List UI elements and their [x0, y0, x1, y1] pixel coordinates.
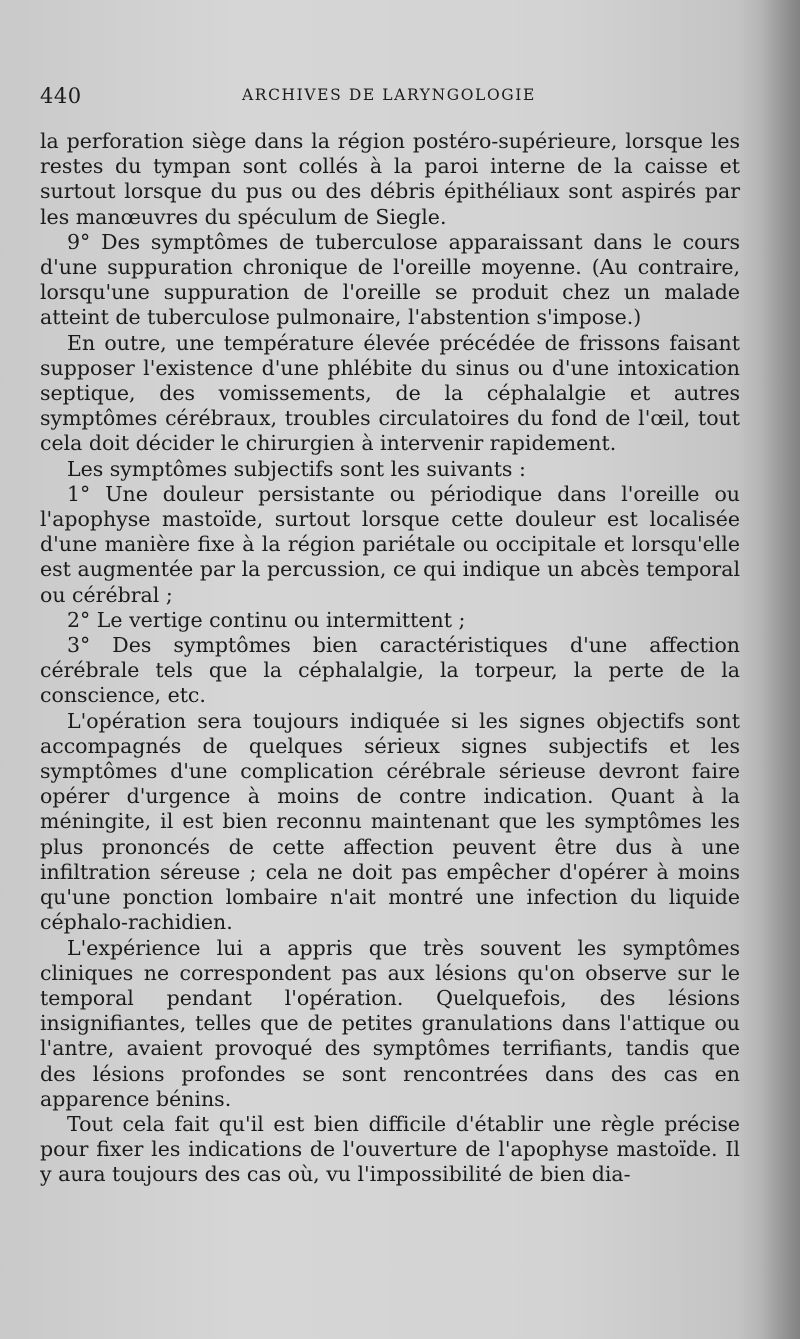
paragraph-experience: L'expérience lui a appris que très souvent les symptômes cliniques ne correspondent pas aux lésions qu'on observe sur le temporal pendant l'opération. Quelquefois, des lésions insignifiantes, telles que de petites granulations dans l'attique ou l'antre, avaient provoqué des symptômes terrifiants, tandis que des lésions profondes se sont rencontrées dans des cas en apparence bénins.	[40, 935, 740, 1111]
paragraph-continued: la perforation siège dans la région postéro-supérieure, lorsque les restes du tympan sont collés à la paroi interne de la caisse et surtout lorsque du pus ou des débris épithéliaux sont aspirés par les manœuvres du spéculum de Siegle.	[40, 129, 740, 229]
paragraph-conclusion: Tout cela fait qu'il est bien difficile d'établir une règle précise pour fixer les indications de l'ouverture de l'apophyse mastoïde. Il y aura toujours des cas où, vu l'impossibilité de bien dia-	[40, 1111, 740, 1187]
paragraph-item-1: 1° Une douleur persistante ou périodique dans l'oreille ou l'apophyse mastoïde, surtout lorsque cette douleur est localisée d'une manière fixe à la région pariétale ou occipitale et lorsqu'elle est augmentée par la percussion, ce qui indique un abcès temporal ou cérébral ;	[40, 481, 740, 607]
paragraph-item-3: 3° Des symptômes bien caractéristiques d'une affection cérébrale tels que la céphalalgie, la torpeur, la perte de la conscience, etc.	[40, 633, 740, 708]
page-header	[40, 84, 740, 114]
paragraph-item-9: 9° Des symptômes de tuberculose apparaissant dans le cours d'une suppuration chronique de l'oreille moyenne. (Au contraire, lorsqu'une suppuration de l'oreille se produit chez un malade atteint de tuberculose pulmonaire, l'abstention s'impose.)	[40, 229, 740, 330]
page-number: 440	[40, 84, 82, 108]
running-head: ARCHIVES DE LARYNGOLOGIE	[242, 86, 536, 104]
paragraph-operation: L'opération sera toujours indiquée si les signes objectifs sont accompagnés de quelques sérieux signes subjectifs et les symptômes d'une complication cérébrale sérieuse devront faire opérer d'urgence à moins de contre indication. Quant à la méningite, il est bien reconnu maintenant que les symptômes les plus prononcés de cette affection peuvent être dus à une infiltration séreuse ; cela ne doit pas empêcher d'opérer à moins qu'une ponction lombaire n'ait montré une infection du liquide céphalo-rachidien.	[40, 708, 740, 935]
body-text	[40, 129, 740, 1188]
paragraph-subjective-intro: Les symptômes subjectifs sont les suivants :	[67, 456, 526, 481]
paragraph-item-2: 2° Le vertige continu ou intermittent ;	[67, 607, 466, 632]
paragraph-fever: En outre, une température élevée précédée de frissons faisant supposer l'existence d'une phlébite du sinus ou d'une intoxication septique, des vomissements, de la céphalalgie et autres symptômes cérébraux, troubles circulatoires du fond de l'œil, tout cela doit décider le chirurgien à intervenir rapidement.	[40, 330, 740, 456]
page-edge-shadow	[760, 0, 800, 1339]
